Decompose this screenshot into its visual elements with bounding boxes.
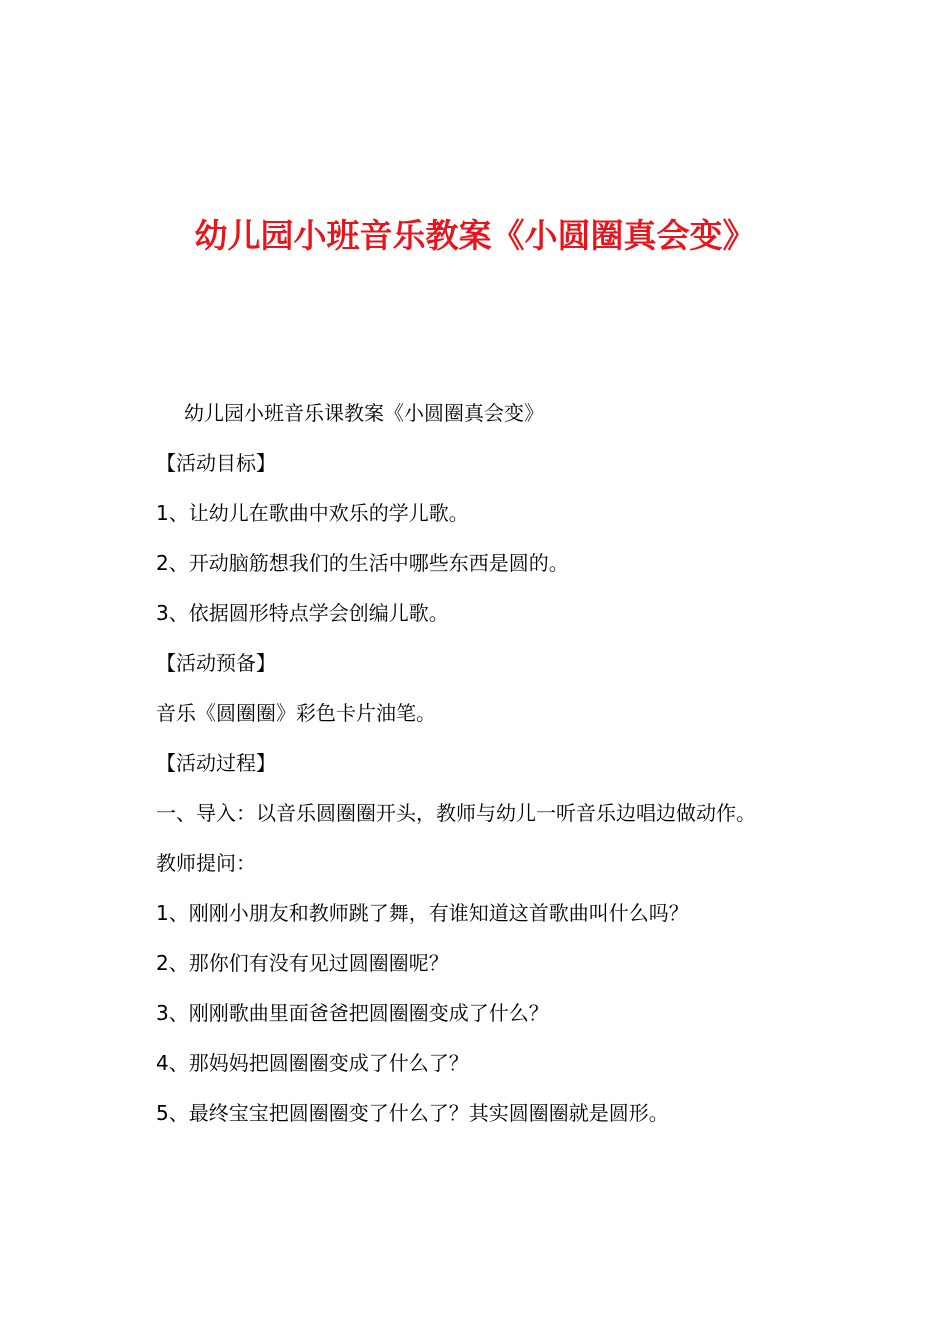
paragraph-line: 3、依据圆形特点学会创编儿歌。 xyxy=(156,601,449,625)
paragraph-line: 音乐《圆圈圈》彩色卡片油笔。 xyxy=(156,701,436,725)
document-title: 幼儿园小班音乐教案《小圆圈真会变》 xyxy=(194,216,756,255)
section-heading-preparation: 【活动预备】 xyxy=(156,651,276,675)
paragraph-line: 4、那妈妈把圆圈圈变成了什么了？ xyxy=(156,1051,469,1075)
paragraph-line: 教师提问： xyxy=(156,851,256,875)
paragraph-line: 2、开动脑筋想我们的生活中哪些东西是圆的。 xyxy=(156,551,569,575)
lesson-subtitle: 幼儿园小班音乐课教案《小圆圈真会变》 xyxy=(184,401,544,425)
section-heading-goals: 【活动目标】 xyxy=(156,451,276,475)
paragraph-line: 5、最终宝宝把圆圈圈变了什么了？其实圆圈圈就是圆形。 xyxy=(156,1101,669,1125)
section-heading-process: 【活动过程】 xyxy=(156,751,276,775)
paragraph-line: 一、导入：以音乐圆圈圈开头，教师与幼儿一听音乐边唱边做动作。 xyxy=(156,801,756,825)
paragraph-line: 1、让幼儿在歌曲中欢乐的学儿歌。 xyxy=(156,501,469,525)
paragraph-line: 2、那你们有没有见过圆圈圈呢？ xyxy=(156,951,449,975)
paragraph-line: 3、刚刚歌曲里面爸爸把圆圈圈变成了什么？ xyxy=(156,1001,549,1025)
paragraph-line: 1、刚刚小朋友和教师跳了舞，有谁知道这首歌曲叫什么吗？ xyxy=(156,901,689,925)
